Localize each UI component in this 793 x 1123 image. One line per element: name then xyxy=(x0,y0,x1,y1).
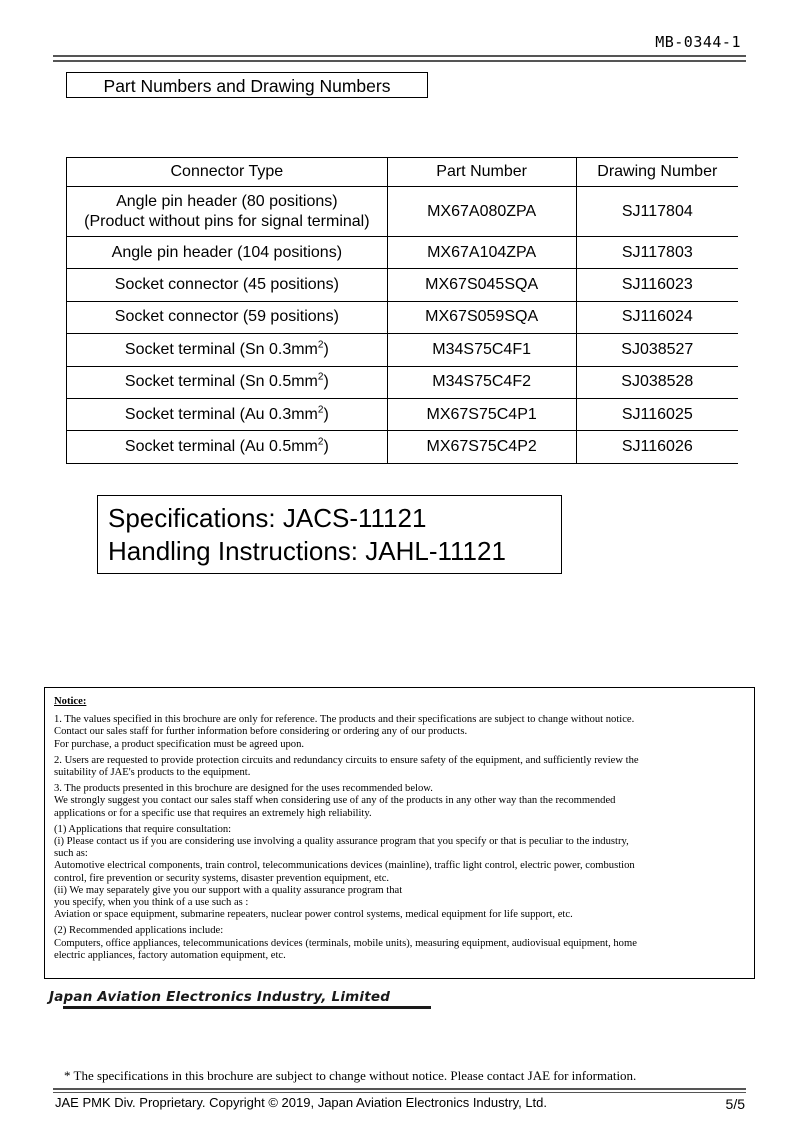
table-row xyxy=(67,301,739,333)
notice-line: electric appliances, factory automation equipment, etc. xyxy=(54,949,286,961)
table-row xyxy=(67,187,739,237)
table-row xyxy=(67,398,739,430)
superscript: 2 xyxy=(317,371,324,383)
column-header-drawing-number: Drawing Number xyxy=(576,158,738,187)
notice-line: Computers, office appliances, telecommunications devices (terminals, mobile units), measuring equipment, audiovisual equipment, home xyxy=(54,937,637,949)
connector-type-cell xyxy=(67,366,388,398)
notice-line: suitability of JAE's products to the equipment. xyxy=(54,767,251,779)
connector-type-text: ) xyxy=(323,438,329,456)
specifications-reference: Specifications: JACS-11121 xyxy=(108,503,427,533)
drawing-number-cell: SJ116024 xyxy=(576,301,738,333)
notice-line: Aviation or space equipment, submarine repeaters, nuclear power control systems, medical equipment for life support, etc. xyxy=(54,909,573,921)
table-row xyxy=(67,431,739,463)
notice-box xyxy=(44,687,755,979)
connector-type-line: Angle pin header (80 positions) xyxy=(116,192,338,210)
part-number-cell: MX67S75C4P2 xyxy=(387,431,576,463)
part-number-cell: MX67S75C4P1 xyxy=(387,398,576,430)
section-title: Part Numbers and Drawing Numbers xyxy=(66,72,428,98)
drawing-number-cell: SJ116026 xyxy=(576,431,738,463)
connector-type-text: Socket terminal (Sn 0.3mm xyxy=(124,340,318,358)
page-number: 5/5 xyxy=(725,1096,745,1112)
drawing-number-cell: SJ038528 xyxy=(576,366,738,398)
connector-type-text: Socket terminal (Au 0.5mm xyxy=(124,438,318,456)
notice-paragraph-1 xyxy=(54,714,745,751)
table-row xyxy=(67,269,739,301)
table-header-row xyxy=(67,158,739,187)
copyright-text: JAE PMK Div. Proprietary. Copyright © 2019, Japan Aviation Electronics Industry, Ltd. xyxy=(55,1095,548,1110)
column-header-part-number: Part Number xyxy=(387,158,576,187)
drawing-number-cell: SJ116025 xyxy=(576,398,738,430)
notice-line: (ii) We may separately give you our support with a quality assurance program that xyxy=(54,884,403,896)
connector-type-cell: Angle pin header (104 positions) xyxy=(67,237,388,269)
part-number-cell: M34S75C4F1 xyxy=(387,334,576,366)
notice-line: 3. The products presented in this brochure are designed for the uses recommended below. xyxy=(54,783,433,795)
drawing-number-cell: SJ117804 xyxy=(576,187,738,237)
notice-line: We strongly suggest you contact our sales staff when considering use of any of the products in any other way than the recommended xyxy=(54,795,616,807)
footnote: * The specifications in this brochure are subject to change without notice. Please contact JAE for information. xyxy=(64,1068,637,1083)
table-row xyxy=(67,334,739,366)
notice-line: Automotive electrical components, train control, telecommunications devices (mainline), traffic light control, electric power, combustion xyxy=(54,860,635,872)
connector-type-line: (Product without pins for signal terminal) xyxy=(84,212,370,230)
notice-line: you specify, when you think of a use such as : xyxy=(54,897,249,909)
table-row xyxy=(67,237,739,269)
header-rule xyxy=(53,55,746,57)
notice-paragraph-3 xyxy=(54,783,745,820)
drawing-number-cell: SJ116023 xyxy=(576,269,738,301)
notice-line: 2. Users are requested to provide protection circuits and redundancy circuits to ensure safety of the equipment, and sufficiently review the xyxy=(54,754,639,766)
connector-type-cell: Socket connector (45 positions) xyxy=(67,269,388,301)
handling-instructions-reference: Handling Instructions: JAHL-11121 xyxy=(108,536,506,566)
notice-line: such as: xyxy=(54,848,88,860)
superscript: 2 xyxy=(317,436,324,448)
part-number-cell: MX67S045SQA xyxy=(387,269,576,301)
part-number-cell: M34S75C4F2 xyxy=(387,366,576,398)
connector-type-text: Socket terminal (Au 0.3mm xyxy=(124,405,318,423)
connector-type-text: Socket terminal (Sn 0.5mm xyxy=(124,373,318,391)
notice-paragraph-4 xyxy=(54,824,745,922)
column-header-connector-type: Connector Type xyxy=(67,158,388,187)
part-number-cell: MX67A080ZPA xyxy=(387,187,576,237)
notice-line: (2) Recommended applications include: xyxy=(54,925,224,937)
connector-type-cell xyxy=(67,334,388,366)
superscript: 2 xyxy=(317,339,324,351)
notice-title: Notice: xyxy=(54,696,87,707)
drawing-number-cell: SJ117803 xyxy=(576,237,738,269)
connector-type-cell xyxy=(67,398,388,430)
connector-type-cell xyxy=(67,187,388,237)
footer-rule xyxy=(53,1092,746,1093)
connector-type-text: ) xyxy=(323,373,329,391)
logo-underline xyxy=(63,1006,431,1009)
notice-line: (i) Please contact us if you are considering use involving a quality assurance program that you specify or that is peculiar to the industry, xyxy=(54,836,629,848)
notice-line: Contact our sales staff for further information before considering or ordering any of our products. xyxy=(54,726,468,738)
notice-paragraph-5 xyxy=(54,925,745,962)
connector-type-cell: Socket connector (59 positions) xyxy=(67,301,388,333)
doc-number: MB-0344-1 xyxy=(655,33,741,51)
header-rule xyxy=(53,60,746,62)
company-logo: Japan Aviation Electronics Industry, Limited xyxy=(49,989,391,1005)
parts-table xyxy=(66,157,738,464)
connector-type-text: ) xyxy=(323,405,329,423)
table-row xyxy=(67,366,739,398)
spec-box xyxy=(97,495,562,574)
footer-rule xyxy=(53,1088,746,1090)
connector-type-text: ) xyxy=(323,340,329,358)
notice-line: For purchase, a product specification must be agreed upon. xyxy=(54,738,305,750)
notice-line: control, fire prevention or security systems, disaster prevention equipment, etc. xyxy=(54,872,390,884)
part-number-cell: MX67S059SQA xyxy=(387,301,576,333)
notice-line: (1) Applications that require consultation: xyxy=(54,823,232,835)
notice-line: 1. The values specified in this brochure are only for reference. The products and their specifications are subject to change without notice. xyxy=(54,714,635,726)
notice-paragraph-2 xyxy=(54,755,745,779)
part-number-cell: MX67A104ZPA xyxy=(387,237,576,269)
connector-type-cell xyxy=(67,431,388,463)
drawing-number-cell: SJ038527 xyxy=(576,334,738,366)
notice-line: applications or for a specific use that requires an extremely high reliability. xyxy=(54,807,372,819)
superscript: 2 xyxy=(317,404,324,416)
